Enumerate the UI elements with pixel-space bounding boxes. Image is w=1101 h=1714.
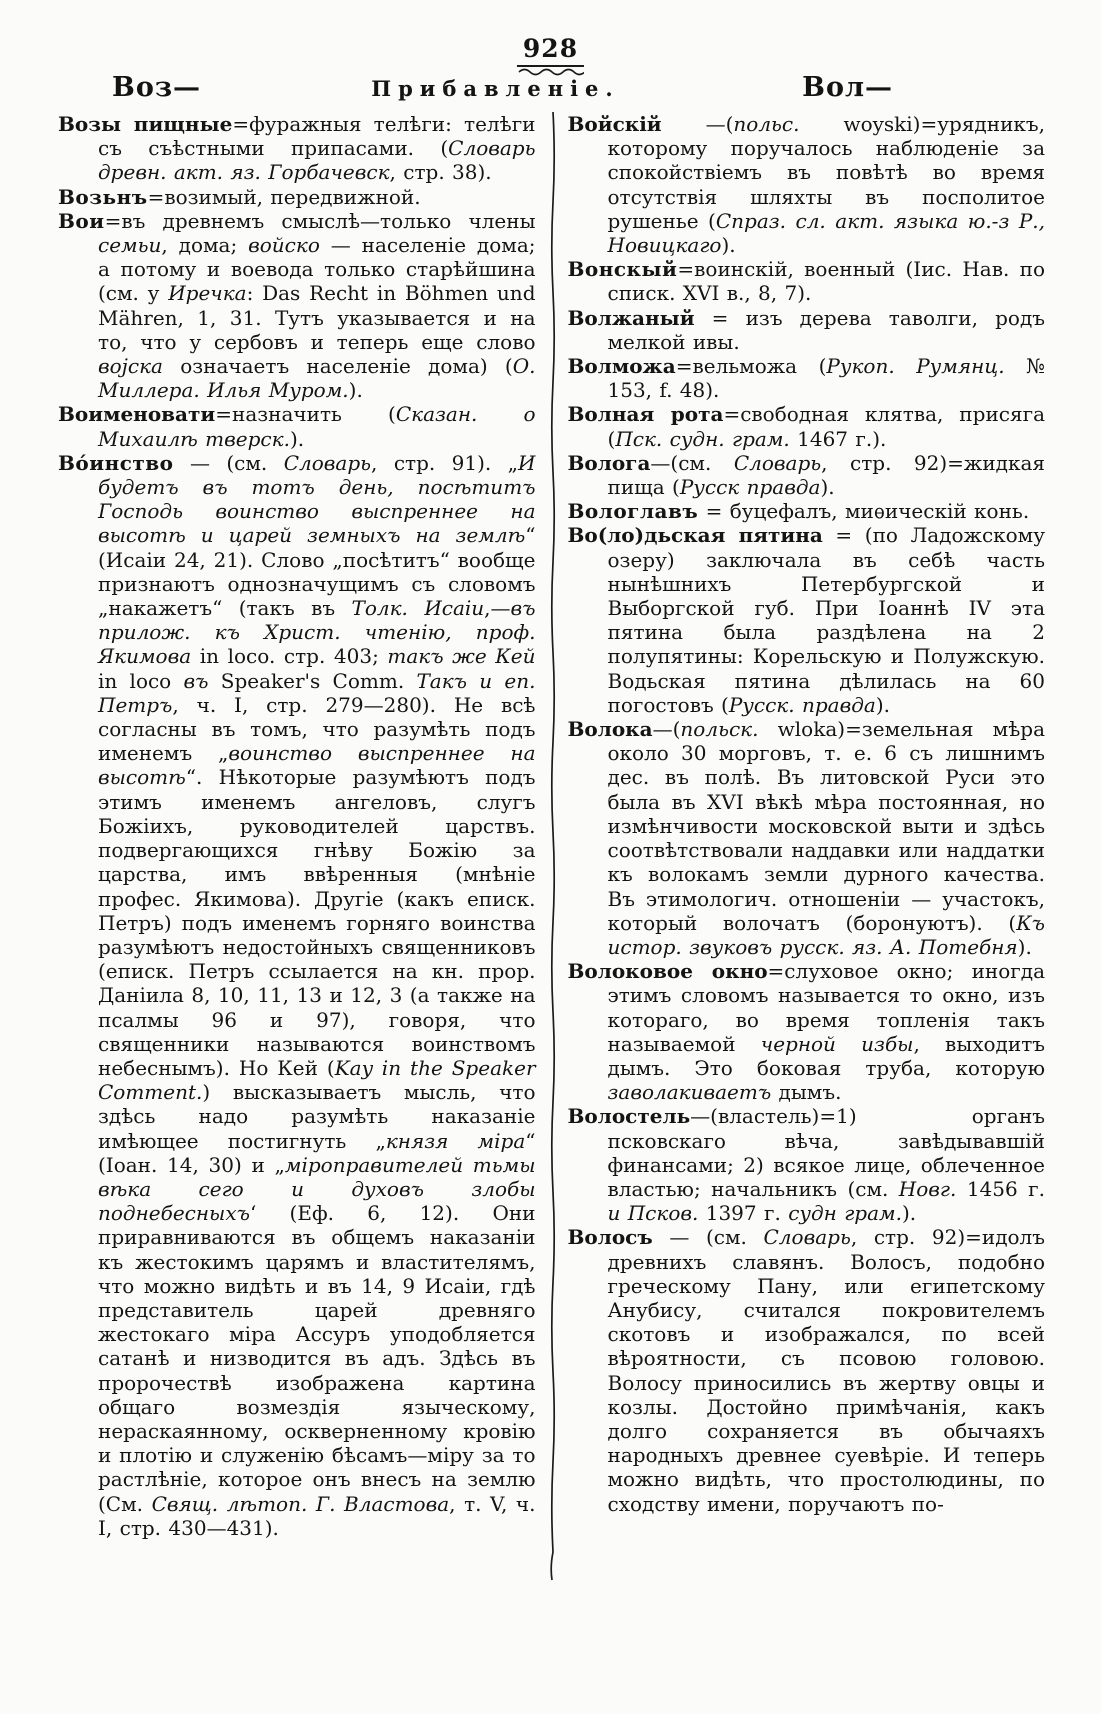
entry-headword: Волоковое окно bbox=[567, 959, 768, 984]
entry-italic-citation: Русск правда bbox=[679, 475, 821, 500]
entry-italic-citation: князя міра bbox=[385, 1128, 526, 1153]
entry-italic-citation: польск. bbox=[680, 717, 759, 742]
left-column bbox=[58, 112, 536, 1540]
entry-italic-citation: Спраз. сл. акт. языка ю.-з Р., Новицкаго bbox=[607, 208, 1045, 258]
entry-headword: Во(ло)дьская пятина bbox=[567, 523, 823, 548]
dictionary-entry: Во(ло)дьская пятина = (по Ладожскому озеру) заключала въ себѣ часть нынѣшнихъ Петербургской и Выборгской губ. При Іоаннѣ IV эта пятина была раздѣлена на 2 полупятины: Корельскую и Полужскую. Водьская пятина дѣлилась на 60 погостовъ (Русск. правда). bbox=[567, 523, 1046, 717]
entry-italic-citation: И будетъ въ тотъ день, посѣтитъ Господь воинство выспреннее на высотѣ и царей земныхъ на землѣ bbox=[98, 450, 536, 548]
running-head-center: Прибавленіе. bbox=[371, 76, 620, 101]
dictionary-entry: Во́инство — (см. Словарь, стр. 91). „И будетъ въ тотъ день, посѣтитъ Господь воинство выспреннее на высотѣ и царей земныхъ на землѣ“ (Исаіи 24, 21). Слово „посѣтитъ“ вообще признаютъ однозначущимъ съ словомъ „накажетъ“ (такъ въ Толк. Исаіи,—въ прилож. къ Христ. чтенію, проф. Якимова in loco. стр. 403; такъ же Кей in loco въ Speaker's Comm. Такъ и еп. Петръ, ч. I, стр. 279—280). Не всѣ согласны въ томъ, что разумѣть подъ именемъ „воинство выспреннее на высотѣ“. Нѣкоторые разумѣютъ подъ этимъ именемъ ангеловъ, слугъ Божіихъ, руководителей царствъ. подвергающихся гнѣву Божію за царства, имъ ввѣренныя (мнѣніе профес. Якимова). Другіе (какъ еписк. Петръ) подъ именемъ горняго воинства разумѣютъ недостойныхъ священниковъ (еписк. Петръ ссылается на кн. прор. Даніила 8, 10, 11, 13 и 12, 3 (а также на псалмы 96 и 97), говоря, что священники называются воинствомъ небеснымъ). Но Кей (Kay in the Speaker Comment.) высказываетъ мысль, что здѣсь надо разумѣть наказаніе имѣющее постигнуть „князя міра“ (Іоан. 14, 30) и „міроправителей тьмы вѣка сего и духовъ злобы поднебесныхъ‘ (Еф. 6, 12). Они приравниваются въ общемъ наказаніи къ жестокимъ царямъ и властителямъ, что можно видѣть и въ 14, 9 Исаіи, гдѣ представитель царей древняго жестокаго міра Ассуръ уподобляется сатанѣ и низводится въ адъ. Здѣсь въ пророчествѣ изображена картина общаго возмездія языческому, нераскаянному, оскверненному кровію и плотію и служенію бѣсамъ—міру за то растлѣніе, которое онъ внесъ на землю (См. Свящ. лѣтоп. Г. Властова, т. V, ч. I, стр. 430—431). bbox=[58, 450, 536, 1540]
dictionary-entry: Вологлавъ = буцефалъ, миѳическій конь. bbox=[567, 499, 1030, 524]
dictionary-entry: Волжаный = изъ дерева таволги, родъ мелкой ивы. bbox=[567, 305, 1045, 354]
entry-italic-citation: Сказан. о Михаилѣ тверск. bbox=[98, 402, 536, 451]
entry-headword: Войскій bbox=[567, 112, 662, 136]
dictionary-entry: Возьнъ=возимый, передвижной. bbox=[58, 184, 421, 209]
running-head bbox=[0, 72, 1101, 108]
entry-italic-citation: Словарь bbox=[763, 1225, 851, 1250]
entry-italic-citation: Толк. Исаіи bbox=[351, 596, 485, 621]
entry-headword: Вои bbox=[58, 208, 105, 233]
dictionary-entry: Волоковое окно=слуховое окно; иногда этимъ словомъ называется то окно, изъ котораго, во время топленія такъ называемой черной избы, выходитъ дымъ. Это боковая труба, которую заволакиваетъ дымъ. bbox=[567, 959, 1045, 1105]
entry-italic-citation: Русск. правда bbox=[728, 692, 876, 717]
text-columns bbox=[58, 112, 1045, 1540]
entry-headword: Волостель bbox=[567, 1104, 691, 1129]
entry-headword: Волная рота bbox=[567, 402, 724, 427]
entry-italic-citation: судн грам. bbox=[788, 1201, 902, 1226]
entry-italic-citation: Новг. bbox=[898, 1176, 957, 1201]
page-number-block bbox=[0, 34, 1101, 76]
dictionary-entry: Волная рота=свободная клятва, присяга (Пск. судн. грам. 1467 г.). bbox=[567, 402, 1045, 451]
dictionary-entry: Волможа=вельможа (Рукоп. Румянц. № 153, f. 48). bbox=[567, 354, 1045, 403]
entry-italic-citation: Къ истор. звуковъ русск. яз. А. Потебня bbox=[607, 910, 1045, 959]
entry-headword: Волможа bbox=[567, 354, 676, 379]
entry-italic-citation: О. Миллера. Илья Муром. bbox=[98, 354, 536, 403]
entry-italic-citation: Иречка bbox=[168, 281, 247, 306]
entry-italic-citation: воинство выспреннее на высотѣ bbox=[98, 741, 536, 790]
dictionary-entry: Войскій —(польс. woyski)=урядникъ, которому поручалось наблюденіе за спокойствіемъ въ повѣтѣ во время отсутствія шляхты въ посполитое рушенье (Спраз. сл. акт. языка ю.-з Р., Новицкаго). bbox=[567, 112, 1045, 258]
entry-italic-citation: Пск. судн. грам. bbox=[615, 426, 790, 451]
entry-italic-citation: Kay in the Speaker Comment. bbox=[98, 1055, 536, 1105]
dictionary-entry: Вонскый=воинскій, военный (Іис. Нав. по списк. XVI в., 8, 7). bbox=[567, 257, 1045, 306]
entry-italic-citation: семьи bbox=[98, 233, 162, 258]
entry-italic-citation: міроправителей тьмы вѣка сего и духовъ злобы поднебесныхъ bbox=[98, 1152, 536, 1226]
entry-italic-citation: такъ же Кей bbox=[387, 644, 536, 669]
dictionary-entry: Волостель—(властель)=1) органъ псковскаго вѣча, завѣдывавшій финансами; 2) всякое лице, облеченное властью; начальникъ (см. Новг. 1456 г. и Псков. 1397 г. судн грам.). bbox=[567, 1104, 1045, 1226]
right-column bbox=[568, 112, 1046, 1540]
dictionary-entry: Возы пищные=фуражныя телѣги: телѣги съ съѣстными припасами. (Словарь древн. акт. яз. Горбачевск, стр. 38). bbox=[58, 112, 536, 185]
entry-headword: Воименовати bbox=[58, 402, 216, 427]
dictionary-entry: Вои=въ древнемъ смыслѣ—только члены семьи, дома; войско — населеніе дома; а потому и воевода только старѣйшина (см. у Иречка: Das Recht in Böhmen und Mähren, 1, 31. Тутъ указывается и на то, что у сербовъ и теперь еще слово воjска означаетъ населеніе дома) (О. Миллера. Илья Муром.). bbox=[58, 208, 536, 403]
entry-headword: Волжаный bbox=[567, 305, 695, 330]
entry-headword: Волога bbox=[567, 450, 651, 475]
entry-headword: Возы пищные bbox=[58, 112, 233, 136]
entry-italic-citation: и Псков. bbox=[607, 1201, 699, 1226]
entry-italic-citation: воjска bbox=[98, 354, 163, 379]
entry-italic-citation: въ прилож. къ Христ. чтенію, проф. Якимова bbox=[98, 596, 536, 669]
dictionary-entry: Волока—(польск. wloka)=земельная мѣра около 30 морговъ, т. е. 6 съ лишнимъ дес. въ полѣ. Въ литовской Руси это была въ XVI вѣкѣ мѣра постоянная, но измѣнчивости московской выти и здѣсь соотвѣтствовали наддавки или наддатки къ волокамъ земли дурного качества. Въ этимологич. отношеніи — участокъ, который волочатъ (боронуютъ). (Къ истор. звуковъ русск. яз. А. Потебня). bbox=[567, 717, 1045, 959]
entry-italic-citation: войско bbox=[248, 233, 320, 258]
entry-headword: Вологлавъ bbox=[567, 499, 699, 524]
entry-italic-citation: Словарь древн. акт. яз. Горбачевск bbox=[98, 136, 536, 185]
entry-italic-citation: черной избы bbox=[760, 1031, 914, 1056]
entry-headword: Возьнъ bbox=[58, 184, 148, 209]
entry-headword: Вонскый bbox=[567, 257, 678, 282]
running-head-left: Воз— bbox=[112, 72, 202, 103]
entry-italic-citation: Словарь bbox=[283, 450, 372, 475]
dictionary-entry: Волога—(см. Словарь, стр. 92)=жидкая пища (Русск правда). bbox=[567, 450, 1045, 500]
page-number: 928 bbox=[517, 34, 584, 67]
entry-italic-citation: Свящ. лѣтоп. Г. Властова bbox=[151, 1491, 450, 1516]
dictionary-entry: Волосъ — (см. Словарь, стр. 92)=идолъ древнихъ славянъ. Волосъ, подобно греческому Пану, или египетскому Анубису, считался покровителемъ скотовъ и изображался, по всей вѣроятности, съ псовою головою. Волосу приносились въ жертву овцы и козлы. Достойно примѣчанія, какъ долго сохраняется въ обычаяхъ народныхъ древнее суевѣріе. И теперь можно видѣть, что простолюдины, по сходству имени, поручаютъ по- bbox=[567, 1225, 1045, 1516]
dictionary-entry: Воименовати=назначить (Сказан. о Михаилѣ тверск.). bbox=[58, 402, 536, 451]
entry-italic-citation: Рукоп. Румянц. bbox=[826, 354, 1005, 379]
entry-headword: Во́инство bbox=[58, 450, 174, 475]
entry-italic-citation: польс. bbox=[733, 112, 800, 136]
entry-italic-citation: въ bbox=[183, 668, 209, 693]
entry-italic-citation: заволакиваетъ bbox=[607, 1080, 772, 1105]
entry-headword: Волосъ bbox=[567, 1225, 653, 1250]
running-head-right: Вол— bbox=[802, 72, 893, 103]
entry-headword: Волока bbox=[567, 717, 653, 742]
entry-italic-citation: Словарь bbox=[733, 450, 822, 475]
entry-italic-citation: Такъ и еп. Петръ bbox=[98, 668, 536, 717]
